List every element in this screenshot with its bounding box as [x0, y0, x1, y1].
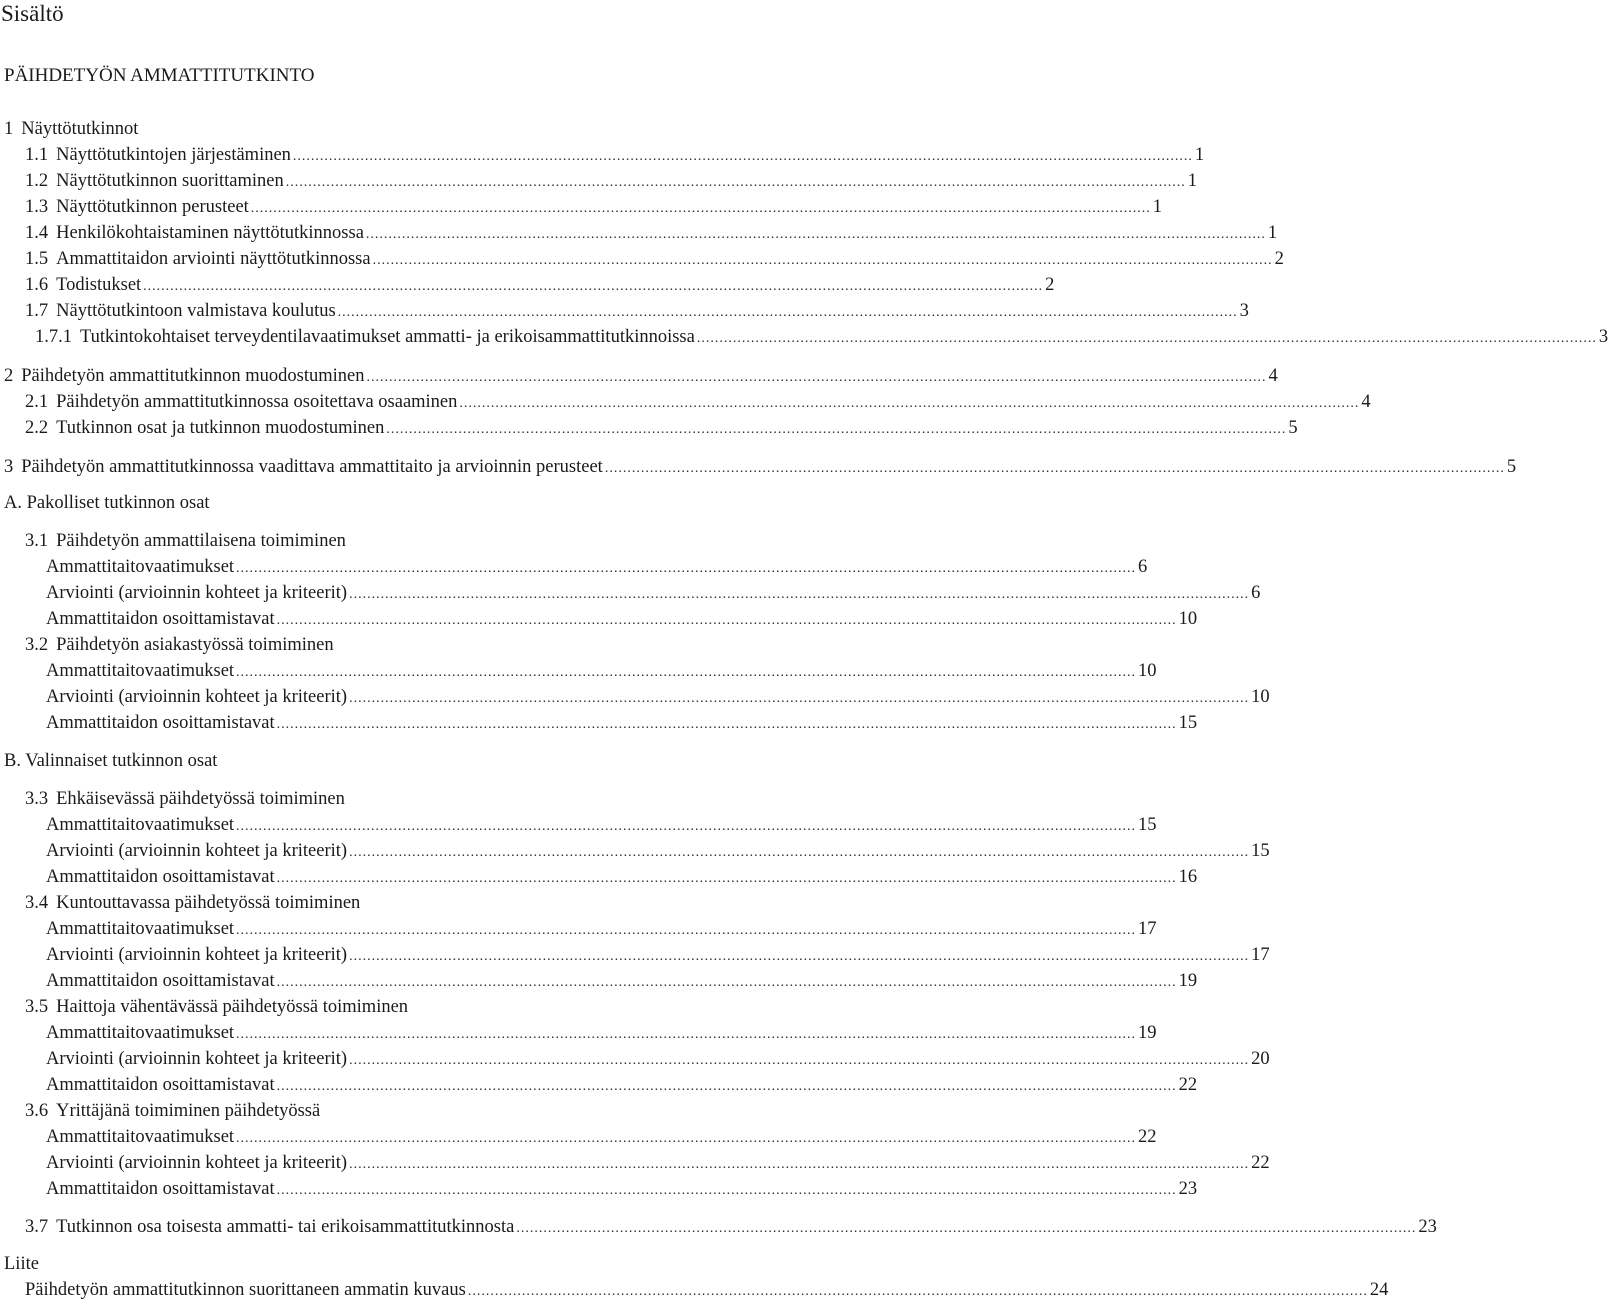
toc-entry-number: 1.7.1: [35, 327, 72, 347]
toc-entry-number: 3.7: [25, 1217, 49, 1237]
toc-dot-leader: ........................................................................................................................................................................................................: [372, 253, 1273, 268]
toc-entry-label: [46, 1073, 275, 1097]
toc-dot-leader: ........................................................................................................................................................................................................: [349, 949, 1250, 964]
toc-entry-text: Päihdetyön asiakastyössä toimiminen: [56, 635, 334, 655]
toc-page-number: 5: [1506, 457, 1517, 477]
toc-entry-label: [46, 1047, 347, 1071]
toc-entry-text: Arviointi (arvioinnin kohteet ja kriteerit): [46, 1049, 348, 1069]
toc-dot-leader: ........................................................................................................................................................................................................: [349, 1053, 1250, 1068]
toc-entry-label: [25, 1099, 320, 1123]
toc-entry-label: [46, 555, 234, 579]
toc-entry-text: B. Valinnaiset tutkinnon osat: [4, 751, 218, 771]
toc-page-number: 22: [1138, 1127, 1157, 1147]
toc-entry-text: Näyttötutkinnot: [21, 119, 139, 139]
toc-page-number: 15: [1251, 841, 1270, 861]
toc-dot-leader: ........................................................................................................................................................................................................: [349, 587, 1250, 602]
toc-entry-text: Ehkäisevässä päihdetyössä toimiminen: [56, 789, 345, 809]
toc-entry[interactable]: [25, 995, 408, 1019]
toc-page-number: 22: [1251, 1153, 1270, 1173]
toc-entry-text: Näyttötutkintoon valmistava koulutus: [56, 301, 336, 321]
toc-entry[interactable]: [46, 865, 1198, 889]
toc-entry-label: [25, 891, 360, 915]
toc-entry-text: Ammattitaidon osoittamistavat: [46, 867, 275, 887]
toc-entry-text: Ammattitaidon osoittamistavat: [46, 713, 275, 733]
toc-entry[interactable]: [25, 891, 360, 915]
toc-dot-leader: ........................................................................................................................................................................................................: [337, 305, 1238, 320]
toc-dot-leader: ........................................................................................................................................................................................................: [236, 1131, 1137, 1146]
toc-entry[interactable]: [46, 607, 1198, 631]
toc-entry[interactable]: [46, 1047, 1270, 1071]
toc-entry-number: 1.7: [25, 301, 49, 321]
toc-entry-label: [46, 581, 347, 605]
toc-entry[interactable]: [4, 117, 138, 141]
toc-entry[interactable]: [46, 581, 1261, 605]
toc-entry-number: 1.6: [25, 275, 49, 295]
toc-entry-label: [25, 221, 364, 245]
toc-entry[interactable]: [25, 299, 1249, 323]
toc-entry-text: Arviointi (arvioinnin kohteet ja kriteerit): [46, 945, 348, 965]
toc-dot-leader: ........................................................................................................................................................................................................: [250, 201, 1151, 216]
toc-entry-number: 3.1: [25, 531, 49, 551]
toc-page-number: 16: [1178, 867, 1198, 887]
toc-entry[interactable]: [25, 416, 1298, 440]
toc-dot-leader: ........................................................................................................................................................................................................: [349, 1157, 1250, 1172]
toc-entry[interactable]: [25, 633, 334, 657]
toc-entry-text: Ammattitaidon osoittamistavat: [46, 971, 275, 991]
toc-page-number: 1: [1187, 171, 1198, 191]
toc-dot-leader: ........................................................................................................................................................................................................: [386, 422, 1287, 437]
toc-entry-text: Yrittäjänä toimiminen päihdetyössä: [56, 1101, 321, 1121]
toc-entry-label: [25, 633, 334, 657]
toc-dot-leader: ........................................................................................................................................................................................................: [292, 149, 1193, 164]
toc-dot-leader: ........................................................................................................................................................................................................: [285, 175, 1186, 190]
toc-entry-number: 1.1: [25, 145, 49, 165]
toc-entry-text: Arviointi (arvioinnin kohteet ja kriteerit): [46, 583, 348, 603]
toc-page-number: 10: [1178, 609, 1198, 629]
toc-page-number: 4: [1268, 366, 1278, 386]
toc-entry-text: Tutkinnon osat ja tutkinnon muodostuminen: [56, 418, 385, 438]
toc-dot-leader: ........................................................................................................................................................................................................: [143, 279, 1044, 294]
toc-entry-text: Ammattitaidon osoittamistavat: [46, 1179, 275, 1199]
toc-dot-leader: ........................................................................................................................................................................................................: [236, 665, 1137, 680]
toc-entry-label: [46, 917, 234, 941]
toc-entry[interactable]: [46, 1021, 1157, 1045]
toc-page-number: 2: [1274, 249, 1284, 269]
toc-entry-text: Ammattitaitovaatimukset: [46, 815, 235, 835]
toc-dot-leader: ........................................................................................................................................................................................................: [516, 1221, 1417, 1236]
toc-entry-number: 1.5: [25, 249, 49, 269]
toc-entry-label: [46, 659, 234, 683]
toc-entry-number: 3.3: [25, 789, 49, 809]
toc-entry-label: [25, 529, 346, 553]
toc-entry[interactable]: [25, 143, 1205, 167]
toc-entry[interactable]: [46, 685, 1270, 709]
toc-entry-label: [46, 1125, 234, 1149]
toc-entry-label: [4, 117, 138, 141]
toc-entry-number: 1: [4, 119, 14, 139]
toc-entry-label: [25, 169, 284, 193]
toc-dot-leader: ........................................................................................................................................................................................................: [365, 227, 1266, 242]
toc-entry-number: 1.3: [25, 197, 49, 217]
toc-entry-text: Arviointi (arvioinnin kohteet ja kriteerit): [46, 687, 348, 707]
toc-entry-text: Kuntouttavassa päihdetyössä toimiminen: [56, 893, 361, 913]
toc-entry-text: Todistukset: [56, 275, 142, 295]
toc-page-number: 23: [1178, 1179, 1198, 1199]
toc-entry-text: Päihdetyön ammattilaisena toimiminen: [56, 531, 346, 551]
toc-dot-leader: ........................................................................................................................................................................................................: [276, 871, 1177, 886]
toc-entry-text: Ammattitaitovaatimukset: [46, 1127, 235, 1147]
toc-page-number: 6: [1138, 557, 1148, 577]
toc-page-number: 3: [1239, 301, 1249, 321]
toc-dot-leader: ........................................................................................................................................................................................................: [604, 461, 1505, 476]
toc-page-number: 24: [1369, 1280, 1389, 1300]
toc-page-number: 15: [1178, 713, 1198, 733]
toc-page-number: 23: [1418, 1217, 1437, 1237]
document-title: PÄIHDETYÖN AMMATTITUTKINTO: [4, 65, 315, 86]
toc-entry[interactable]: [25, 1278, 1389, 1302]
toc-entry[interactable]: [46, 1177, 1198, 1201]
toc-entry-label: [25, 143, 291, 167]
toc-entry-label: [35, 325, 695, 349]
toc-dot-leader: ........................................................................................................................................................................................................: [236, 1027, 1137, 1042]
toc-entry[interactable]: [4, 1252, 39, 1276]
toc-page-number: 19: [1178, 971, 1198, 991]
toc-dot-leader: ........................................................................................................................................................................................................: [467, 1284, 1368, 1299]
toc-page-number: 3: [1598, 327, 1608, 347]
toc-entry[interactable]: [25, 1215, 1437, 1239]
toc-entry-label: [46, 865, 275, 889]
toc-entry[interactable]: [46, 943, 1270, 967]
toc-entry-label: [25, 299, 336, 323]
toc-page-number: 5: [1288, 418, 1298, 438]
toc-entry-label: [25, 995, 408, 1019]
toc-dot-leader: ........................................................................................................................................................................................................: [276, 613, 1177, 628]
toc-entry-label: [46, 685, 347, 709]
toc-entry-number: 3.2: [25, 635, 49, 655]
toc-entry-label: [25, 787, 345, 811]
toc-page-number: 17: [1251, 945, 1270, 965]
toc-page-number: 2: [1045, 275, 1055, 295]
toc-entry[interactable]: [25, 529, 346, 553]
toc-entry[interactable]: [4, 749, 217, 773]
toc-page-number: 22: [1178, 1075, 1198, 1095]
toc-entry-label: [46, 1177, 275, 1201]
toc-entry-label: [46, 969, 275, 993]
toc-entry[interactable]: [46, 917, 1157, 941]
toc-entry-label: [25, 390, 457, 414]
toc-page-number: 1: [1267, 223, 1278, 243]
toc-entry-number: 3.4: [25, 893, 49, 913]
toc-entry-text: Henkilökohtaistaminen näyttötutkinnossa: [56, 223, 364, 243]
toc-entry-text: Päihdetyön ammattitutkinnossa vaadittava ammattitaito ja arvioinnin perusteet: [21, 457, 603, 477]
toc-entry-text: Näyttötutkinnon perusteet: [56, 197, 249, 217]
toc-entry[interactable]: [46, 555, 1148, 579]
toc-entry-text: Haittoja vähentävässä päihdetyössä toimiminen: [56, 997, 409, 1017]
toc-entry-label: [46, 711, 275, 735]
toc-entry-label: [25, 1215, 514, 1239]
toc-page-number: 17: [1138, 919, 1157, 939]
toc-entry-label: [4, 364, 365, 388]
toc-entry[interactable]: [25, 390, 1371, 414]
toc-entry-text: Päihdetyön ammattitutkinnossa osoitettava osaaminen: [56, 392, 458, 412]
toc-entry-number: 3.6: [25, 1101, 49, 1121]
toc-dot-leader: ........................................................................................................................................................................................................: [276, 1183, 1177, 1198]
toc-entry[interactable]: [25, 247, 1284, 271]
toc-dot-leader: ........................................................................................................................................................................................................: [276, 1079, 1177, 1094]
toc-entry[interactable]: [46, 1125, 1157, 1149]
toc-page-number: 4: [1361, 392, 1371, 412]
toc-entry-text: Ammattitaidon osoittamistavat: [46, 609, 275, 629]
toc-entry-text: Ammattitaitovaatimukset: [46, 661, 235, 681]
toc-entry[interactable]: [46, 813, 1157, 837]
toc-dot-leader: ........................................................................................................................................................................................................: [236, 819, 1137, 834]
toc-dot-leader: ........................................................................................................................................................................................................: [349, 845, 1250, 860]
toc-entry-label: [46, 1151, 347, 1175]
toc-entry-label: [46, 813, 234, 837]
toc-dot-leader: ........................................................................................................................................................................................................: [276, 717, 1177, 732]
toc-entry-label: [46, 607, 275, 631]
toc-page-number: 15: [1138, 815, 1157, 835]
toc-page-number: 10: [1251, 687, 1270, 707]
toc-entry[interactable]: [25, 1099, 320, 1123]
toc-entry-label: [4, 491, 210, 515]
toc-page-number: 10: [1138, 661, 1157, 681]
toc-entry-number: 2: [4, 366, 14, 386]
toc-entry[interactable]: [25, 221, 1278, 245]
toc-entry-number: 3: [4, 457, 14, 477]
toc-entry-text: Päihdetyön ammattitutkinnon suorittaneen ammatin kuvaus: [25, 1280, 466, 1300]
toc-entry[interactable]: [46, 969, 1198, 993]
toc-entry[interactable]: [4, 491, 210, 515]
toc-entry-label: [4, 1252, 39, 1276]
toc-entry[interactable]: [46, 839, 1270, 863]
toc-dot-leader: ........................................................................................................................................................................................................: [276, 975, 1177, 990]
toc-entry-text: Ammattitaitovaatimukset: [46, 1023, 235, 1043]
toc-dot-leader: ........................................................................................................................................................................................................: [349, 691, 1250, 706]
toc-entry-text: Arviointi (arvioinnin kohteet ja kriteerit): [46, 1153, 348, 1173]
toc-entry-label: [25, 195, 249, 219]
toc-entry-number: 2.2: [25, 418, 49, 438]
toc-entry-text: Näyttötutkinnon suorittaminen: [56, 171, 284, 191]
toc-page-number: 20: [1251, 1049, 1270, 1069]
toc-entry-text: Tutkintokohtaiset terveydentilavaatimukset ammatti- ja erikoisammattitutkinnoissa: [80, 327, 695, 347]
toc-entry-text: A. Pakolliset tutkinnon osat: [4, 493, 210, 513]
toc-page-number: 19: [1138, 1023, 1157, 1043]
toc-entry[interactable]: [25, 169, 1198, 193]
toc-entry-text: Ammattitaitovaatimukset: [46, 919, 235, 939]
toc-entry-text: Päihdetyön ammattitutkinnon muodostuminen: [21, 366, 365, 386]
toc-entry-label: [46, 943, 347, 967]
toc-entry-label: [4, 749, 217, 773]
toc-entry[interactable]: [25, 195, 1163, 219]
toc-entry-text: Ammattitaitovaatimukset: [46, 557, 235, 577]
toc-entry[interactable]: [35, 325, 1608, 349]
toc-dot-leader: ........................................................................................................................................................................................................: [366, 370, 1267, 385]
toc-entry[interactable]: [4, 364, 1278, 388]
toc-entry-label: [25, 416, 384, 440]
toc-entry-number: 1.4: [25, 223, 49, 243]
toc-entry-number: 2.1: [25, 392, 49, 412]
toc-dot-leader: ........................................................................................................................................................................................................: [459, 396, 1360, 411]
toc-page-number: 1: [1152, 197, 1163, 217]
toc-entry-label: [25, 247, 371, 271]
toc-dot-leader: ........................................................................................................................................................................................................: [696, 331, 1597, 346]
toc-entry-text: Näyttötutkintojen järjestäminen: [56, 145, 291, 165]
toc-entry-text: Ammattitaidon arviointi näyttötutkinnossa: [56, 249, 371, 269]
toc-entry-number: 3.5: [25, 997, 49, 1017]
toc-entry-label: [25, 1278, 466, 1302]
page-title: Sisältö: [1, 1, 64, 26]
toc-entry-label: [46, 839, 347, 863]
toc-entry[interactable]: [46, 1073, 1198, 1097]
toc-entry[interactable]: [25, 273, 1055, 297]
toc-entry-number: 1.2: [25, 171, 49, 191]
toc-entry-label: [25, 273, 141, 297]
toc-page-number: 1: [1194, 145, 1205, 165]
toc-entry-text: Ammattitaidon osoittamistavat: [46, 1075, 275, 1095]
toc-page-number: 6: [1251, 583, 1261, 603]
toc-dot-leader: ........................................................................................................................................................................................................: [236, 561, 1137, 576]
toc-entry-text: Liite: [4, 1254, 39, 1274]
toc-entry[interactable]: [25, 787, 345, 811]
toc-entry[interactable]: [46, 1151, 1270, 1175]
toc-entry[interactable]: [46, 711, 1198, 735]
toc-entry-label: [4, 455, 603, 479]
toc-entry-label: [46, 1021, 234, 1045]
toc-entry[interactable]: [46, 659, 1157, 683]
toc-entry-text: Tutkinnon osa toisesta ammatti- tai erikoisammattitutkinnosta: [56, 1217, 515, 1237]
toc-entry-text: Arviointi (arvioinnin kohteet ja kriteerit): [46, 841, 348, 861]
toc-entry[interactable]: [4, 455, 1517, 479]
toc-dot-leader: ........................................................................................................................................................................................................: [236, 923, 1137, 938]
